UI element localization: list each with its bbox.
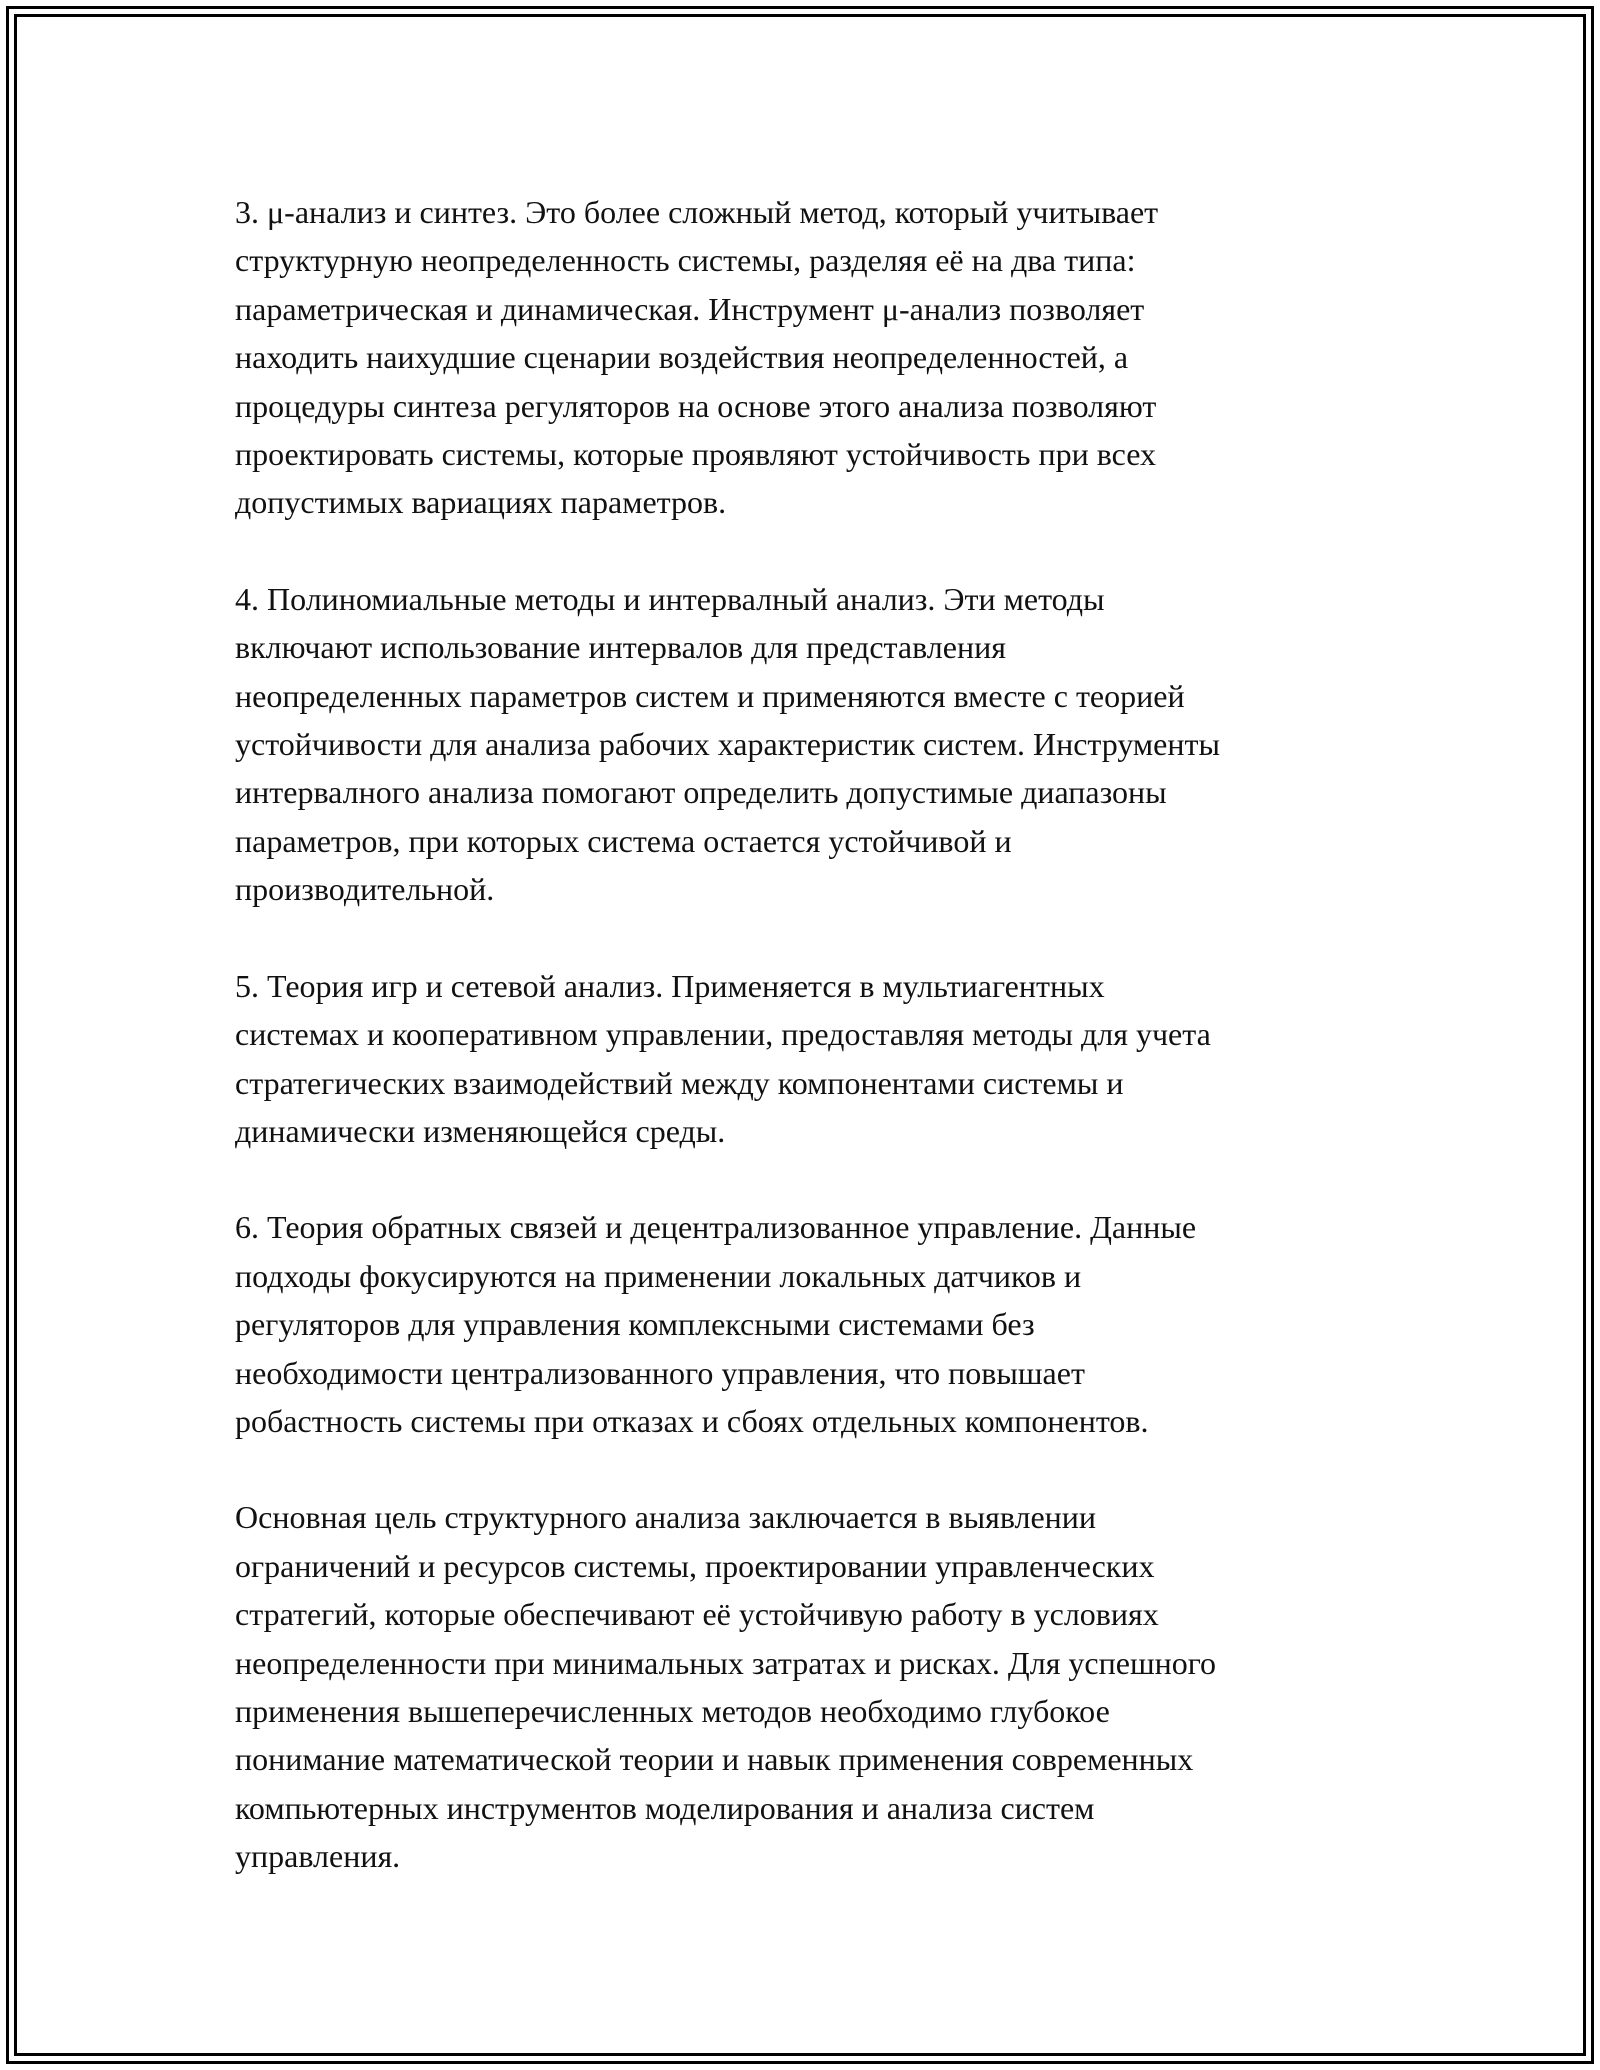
paragraph-mu-analysis: 3. μ-анализ и синтез. Это более сложный метод, который учитывает структурную неопределенность системы, разделяя её на два типа: параметрическая и динамическая. Инструмент μ-анализ позволяет находить наихудшие сценарии воздействия неопределенностей, а процедуры синтеза регуляторов на основе этого анализа позволяют проектировать системы, которые проявляют устойчивость при всех допустимых вариациях параметров. bbox=[235, 194, 1159, 521]
paragraph-conclusion: Основная цель структурного анализа заключается в выявлении ограничений и ресурсов системы, проектировании управленческих стратегий, которые обеспечивают её устойчивую работу в условиях неопределенности при минимальных затратах и рисках. Для успешного применения вышеперечисленных методов необходимо глубокое понимание математической теории и навык применения современных компьютерных инструментов моделирования и анализа систем управления. bbox=[235, 1499, 1217, 1875]
paragraph-feedback-theory: 6. Теория обратных связей и децентрализованное управление. Данные подходы фокусируются на применении локальных датчиков и регуляторов для управления комплексными системами без необходимости централизованного управления, что повышает робастность системы при отказах и сбоях отдельных компонентов. bbox=[235, 1209, 1197, 1439]
paragraph-game-theory: 5. Теория игр и сетевой анализ. Применяется в мультиагентных системах и кооперативном управлении, предоставляя методы для учета стратегических взаимодействий между компонентами системы и динамически изменяющейся среды. bbox=[235, 967, 1211, 1149]
document-body bbox=[235, 188, 1385, 1881]
paragraph-interval-analysis: 4. Полиномиальные методы и интервалный анализ. Эти методы включают использование интервалов для представления неопределенных параметров систем и применяются вместе с теорией устойчивости для анализа рабочих характеристик систем. Инструменты интервалного анализа помогают определить допустимые диапазоны параметров, при которых система остается устойчивой и производительной. bbox=[235, 580, 1220, 908]
